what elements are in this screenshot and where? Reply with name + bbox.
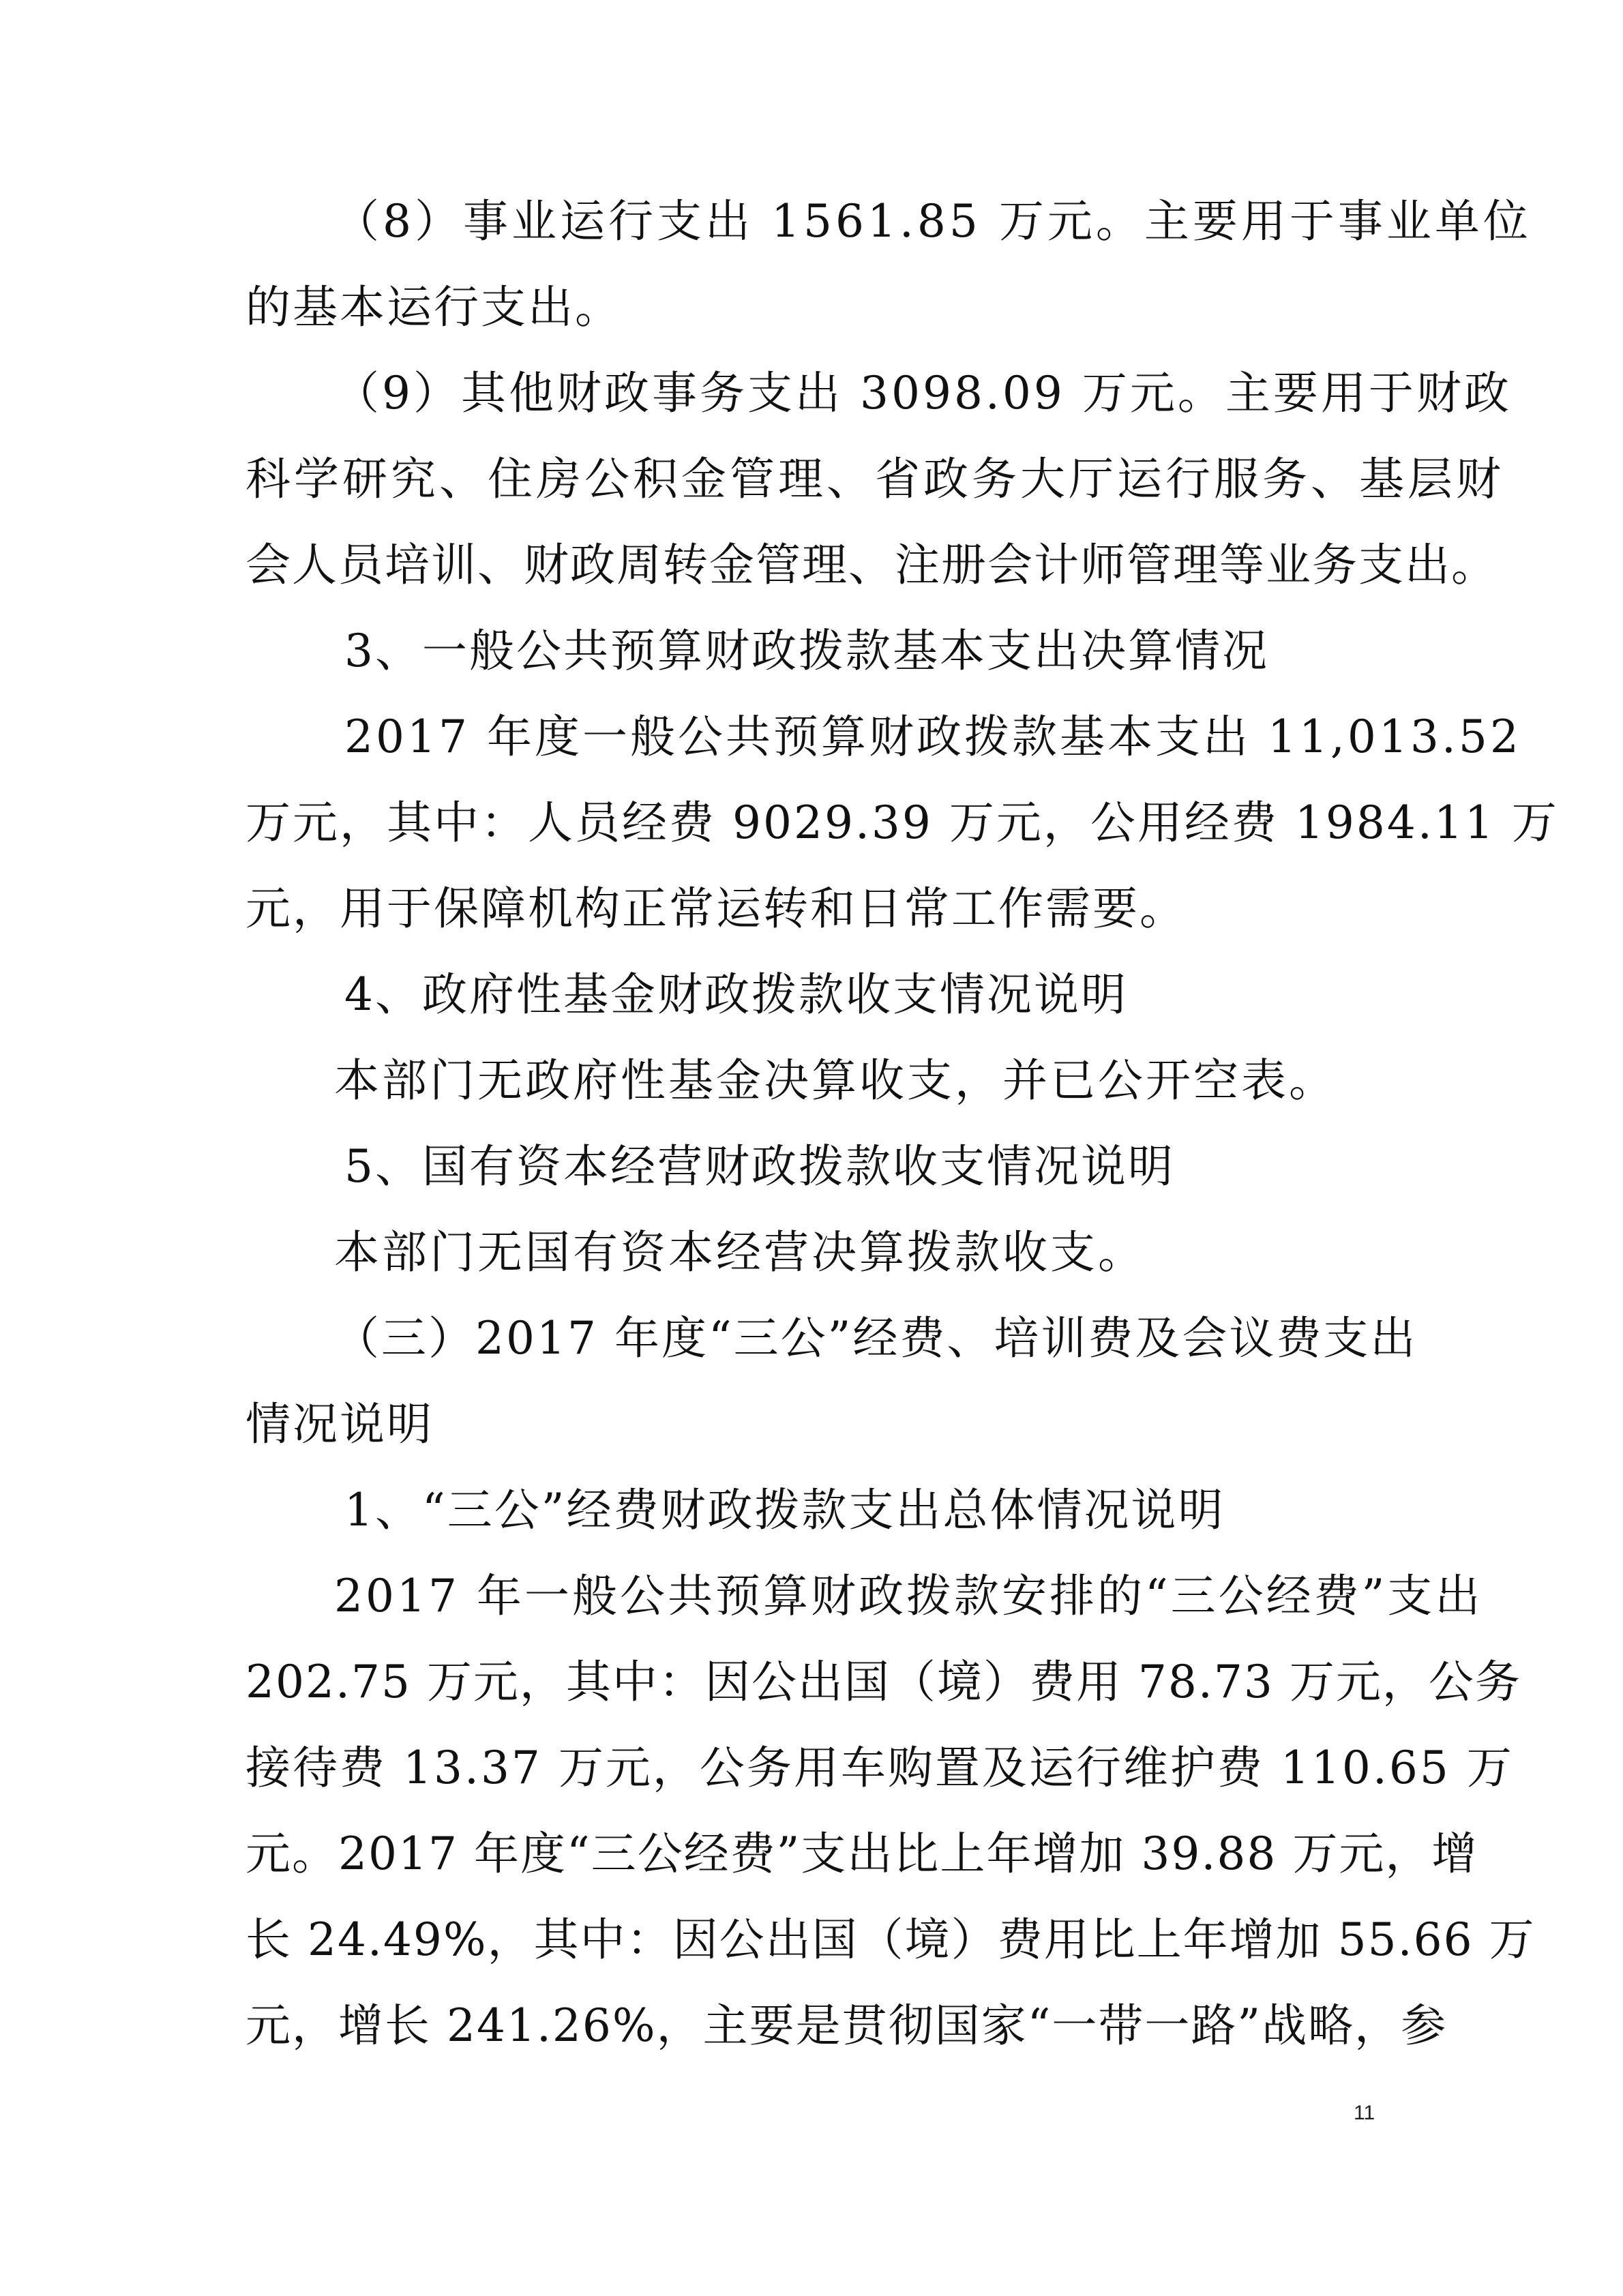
text-line: （9）其他财政事务支出 3098.09 万元。主要用于财政 [334,367,1512,419]
section-heading: 情况说明 [245,1398,434,1450]
text-line: 万元，其中：人员经费 9029.39 万元，公用经费 1984.11 万 [245,796,1559,849]
section-heading: 3、一般公共预算财政拨款基本支出决算情况 [344,625,1269,677]
text-line: 长 24.49%，其中：因公出国（境）费用比上年增加 55.66 万 [245,1913,1536,1966]
text-line: 会人员培训、财政周转金管理、注册会计师管理等业务支出。 [245,539,1498,591]
text-line: 元，增长 241.26%，主要是贯彻国家“一带一路”战略，参 [245,1999,1448,2052]
text-line: 的基本运行支出。 [245,281,622,333]
text-line: 接待费 13.37 万元，公务用车购置及运行维护费 110.65 万 [245,1742,1514,1794]
text-line: 本部门无国有资本经营决算拨款收支。 [334,1226,1146,1279]
text-line: 202.75 万元，其中：因公出国（境）费用 78.73 万元，公务 [245,1656,1521,1708]
text-line: （8）事业运行支出 1561.85 万元。主要用于事业单位 [334,195,1532,248]
text-line: 2017 年度一般公共预算财政拨款基本支出 11,013.52 [344,711,1521,763]
section-heading: 1、“三公”经费财政拨款支出总体情况说明 [344,1484,1225,1536]
text-line: 本部门无政府性基金决算收支，并已公开空表。 [334,1054,1337,1107]
text-line: 元，用于保障机构正常运转和日常工作需要。 [245,882,1187,935]
text-line: 科学研究、住房公积金管理、省政务大厅运行服务、基层财 [245,453,1504,505]
text-line: 2017 年一般公共预算财政拨款安排的“三公经费”支出 [334,1570,1483,1622]
section-heading: 4、政府性基金财政拨款收支情况说明 [344,968,1128,1021]
section-heading: 5、国有资本经营财政拨款收支情况说明 [344,1140,1175,1193]
page-number: 11 [1354,2102,1375,2124]
text-line: 元。2017 年度“三公经费”支出比上年增加 39.88 万元，增 [245,1828,1478,1880]
section-heading: （三）2017 年度“三公”经费、培训费及会议费支出 [334,1312,1418,1365]
